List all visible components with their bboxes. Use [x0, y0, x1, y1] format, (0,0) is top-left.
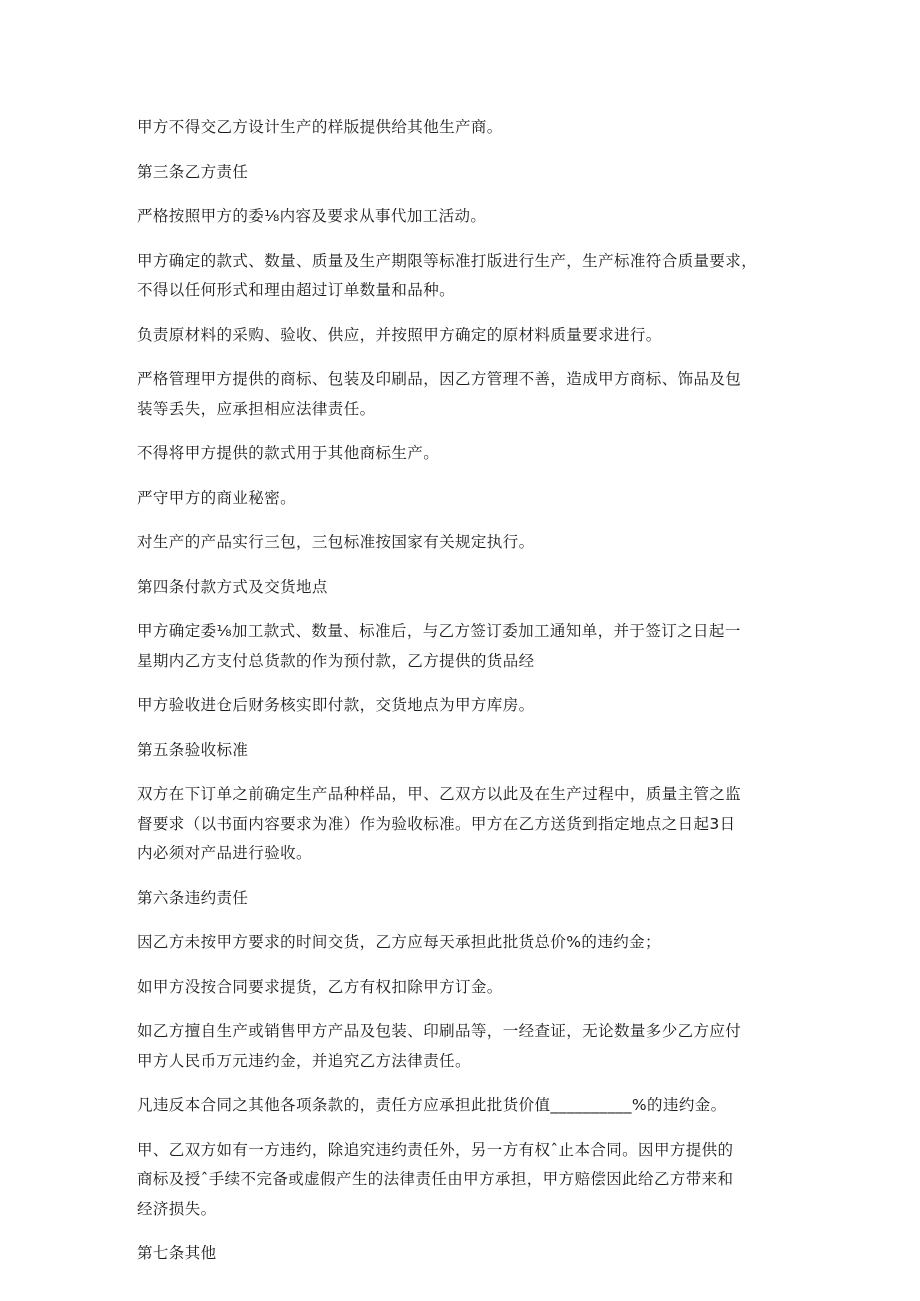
text-line: 如乙方擅自生产或销售甲方产品及包装、印刷品等，一经查证，无论数量多少乙方应付 [137, 1022, 742, 1040]
text-line: 经济损失。 [137, 1199, 217, 1218]
text-line: 对生产的产品实行三包，三包标准按国家有关规定执行。 [137, 533, 535, 551]
paragraph-3 [137, 202, 785, 232]
text-line: 第七条其他 [137, 1244, 217, 1262]
text-line: 严守甲方的商业秘密。 [137, 488, 297, 507]
paragraph-20 [137, 1136, 785, 1225]
text-line: 商标及授ˆ手续不完备或虚假产生的法律责任由甲方承担，甲方赔偿因此给乙方带来和 [137, 1170, 734, 1188]
section-heading-5 [137, 736, 785, 766]
paragraph-12 [137, 691, 785, 721]
paragraph-8 [137, 484, 785, 514]
text-line: 甲方确定的款式、数量、质量及生产期限等标准打版进行生产，生产标准符合质量要求， [137, 251, 758, 270]
text-line: 甲方不得交乙方设计生产的样版提供给其他生产商。 [137, 118, 503, 136]
text-line: 装等丢失，应承担相应法律责任。 [137, 399, 376, 418]
paragraph-18 [137, 1017, 785, 1076]
paragraph-19 [137, 1091, 785, 1121]
text-line: 第三条乙方责任 [137, 162, 249, 181]
text-line: 双方在下订单之前确定生产品种样品，甲、乙双方以此及在生产过程中，质量主管之监 [137, 785, 742, 803]
paragraph-5 [137, 321, 785, 351]
paragraph-14 [137, 780, 785, 869]
text-line: 不得以任何形式和理由超过订单数量和品种。 [137, 281, 456, 299]
section-heading-6 [137, 884, 785, 914]
section-heading-4 [137, 573, 785, 603]
text-line: 甲方验收进仓后财务核实即付款，交货地点为甲方库房。 [137, 696, 535, 714]
paragraph-16 [137, 928, 785, 958]
text-line: 凡违反本合同之其他各项条款的，责任方应承担此批货价值__________%的违约金。 [137, 1096, 727, 1114]
text-line: 严格按照甲方的委⅛内容及要求从事代加工活动。 [137, 207, 487, 225]
text-line: 星期内乙方支付总货款的作为预付款，乙方提供的货品经 [137, 651, 535, 670]
text-line: 因乙方未按甲方要求的时间交货，乙方应每天承担此批货总价%的违约金； [137, 933, 661, 951]
paragraph-4 [137, 247, 785, 306]
paragraph-6 [137, 365, 785, 424]
text-line: 如甲方没按合同要求提货，乙方有权扣除甲方订金。 [137, 977, 503, 996]
document-body [137, 113, 785, 1284]
text-line: 督要求（以书面内容要求为准）作为验收标准。甲方在乙方送货到指定地点之日起3日 [137, 814, 736, 833]
text-line: 第四条付款方式及交货地点 [137, 577, 328, 596]
section-heading-7 [137, 1239, 785, 1269]
paragraph-17 [137, 973, 785, 1003]
text-line: 第五条验收标准 [137, 740, 249, 759]
paragraph-11 [137, 617, 785, 676]
text-line: 甲方确定委⅛加工款式、数量、标准后，与乙方签订委加工通知单，并于签订之日起一 [137, 622, 741, 640]
text-line: 第六条违约责任 [137, 888, 249, 907]
paragraph-9 [137, 528, 785, 558]
paragraph-7 [137, 439, 785, 469]
section-heading-3 [137, 158, 785, 188]
text-line: 甲方人民币万元违约金，并追究乙方法律责任。 [137, 1051, 471, 1070]
text-line: 内必须对产品进行验收。 [137, 844, 312, 862]
text-line: 负责原材料的采购、验收、供应，并按照甲方确定的原材料质量要求进行。 [137, 325, 662, 344]
text-line: 甲、乙双方如有一方违约，除追究违约责任外，另一方有权ˆ止本合同。因甲方提供的 [137, 1140, 734, 1159]
text-line: 不得将甲方提供的款式用于其他商标生产。 [137, 444, 440, 462]
text-line: 严格管理甲方提供的商标、包装及印刷品，因乙方管理不善，造成甲方商标、饰品及包 [137, 370, 742, 388]
paragraph-1 [137, 113, 785, 143]
